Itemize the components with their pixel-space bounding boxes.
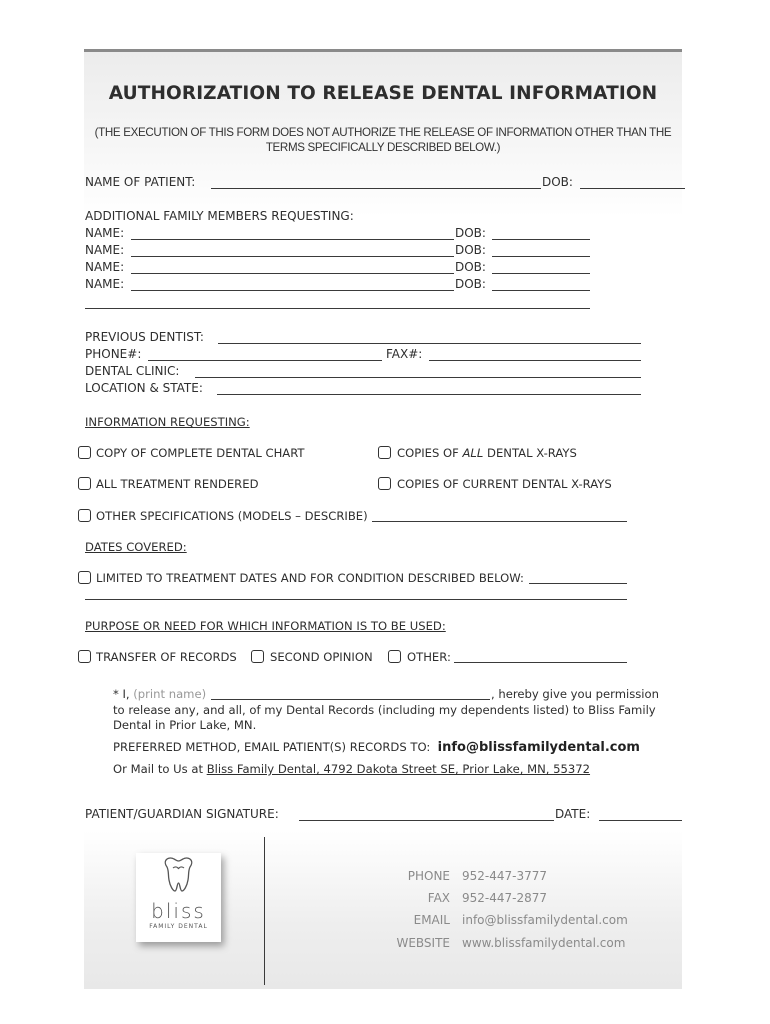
current-xrays-checkbox[interactable] (378, 477, 391, 490)
limited-dates-checkbox[interactable] (78, 571, 91, 584)
family-heading: ADDITIONAL FAMILY MEMBERS REQUESTING: (85, 209, 354, 223)
other-purpose-label: OTHER: (407, 650, 451, 664)
all-xrays-label (397, 446, 577, 460)
family-name-label-2: NAME: (85, 243, 125, 257)
dental-clinic-label: DENTAL CLINIC: (85, 364, 180, 378)
footer-email-label: EMAIL (413, 913, 450, 927)
all-treatment-label: ALL TREATMENT RENDERED (96, 477, 259, 491)
transfer-records-checkbox[interactable] (78, 650, 91, 663)
mail-prefix: Or Mail to Us at (113, 762, 207, 776)
signature-field[interactable] (299, 820, 554, 821)
fax-label: FAX#: (386, 347, 423, 361)
patient-dob-field[interactable] (580, 188, 685, 189)
all-xrays-checkbox[interactable] (378, 446, 391, 459)
dental-clinic-field[interactable] (195, 377, 641, 378)
footer-website-label: WEBSITE (396, 936, 450, 950)
family-dob-field-2[interactable] (492, 256, 590, 257)
family-name-field-2[interactable] (131, 256, 454, 257)
permission-line-2: to release any, and all, of my Dental Records (including my dependents listed) to Bliss Family (113, 703, 656, 717)
patient-dob-label: DOB: (542, 175, 573, 189)
preferred-method-label: PREFERRED METHOD, EMAIL PATIENT(S) RECORDS TO: (113, 740, 431, 754)
footer-divider (264, 837, 265, 985)
signature-date-label: DATE: (555, 807, 591, 821)
current-xrays-label: COPIES OF CURRENT DENTAL X-RAYS (397, 477, 612, 491)
condition-description-field[interactable] (85, 599, 627, 600)
family-dob-label-1: DOB: (455, 226, 486, 240)
signature-date-field[interactable] (599, 820, 682, 821)
subtitle-line-2: TERMS SPECIFICALLY DESCRIBED BELOW.) (265, 141, 501, 154)
form-title: AUTHORIZATION TO RELEASE DENTAL INFORMATION (108, 83, 658, 104)
permission-line-1 (113, 687, 206, 701)
second-opinion-label: SECOND OPINION (270, 650, 373, 664)
all-treatment-checkbox[interactable] (78, 477, 91, 490)
mail-address: Bliss Family Dental, 4792 Dakota Street SE, Prior Lake, MN, 55372 (206, 762, 591, 776)
all-xrays-label-pre: COPIES OF (397, 446, 463, 460)
limited-dates-label: LIMITED TO TREATMENT DATES AND FOR CONDITION DESCRIBED BELOW: (96, 571, 524, 585)
other-specs-checkbox[interactable] (78, 509, 91, 522)
mail-to-line (113, 762, 590, 776)
family-dob-label-2: DOB: (455, 243, 486, 257)
transfer-records-label: TRANSFER OF RECORDS (96, 650, 237, 664)
signature-label: PATIENT/GUARDIAN SIGNATURE: (85, 807, 279, 821)
footer-website[interactable]: www.blissfamilydental.com (462, 936, 626, 950)
phone-field[interactable] (148, 360, 382, 361)
print-name-hint: (print name) (133, 687, 207, 701)
preferred-method (113, 740, 640, 755)
limited-dates-field[interactable] (529, 583, 627, 584)
dates-covered-heading: DATES COVERED: (85, 540, 187, 554)
fax-field[interactable] (429, 360, 641, 361)
all-xrays-label-post: DENTAL X-RAYS (483, 446, 577, 460)
footer-phone-label: PHONE (407, 869, 450, 883)
other-specs-label: OTHER SPECIFICATIONS (MODELS – DESCRIBE) (96, 509, 368, 523)
footer-fax-label: FAX (427, 891, 450, 905)
footer-fax: 952-447-2877 (462, 891, 548, 905)
family-dob-field-1[interactable] (492, 239, 590, 240)
family-dob-label-3: DOB: (455, 260, 486, 274)
family-dob-label-4: DOB: (455, 277, 486, 291)
other-purpose-field[interactable] (454, 662, 627, 663)
location-state-field[interactable] (217, 394, 641, 395)
family-name-field-3[interactable] (131, 273, 454, 274)
family-name-label-1: NAME: (85, 226, 125, 240)
family-name-label-4: NAME: (85, 277, 125, 291)
print-name-field[interactable] (211, 699, 490, 700)
phone-label: PHONE#: (85, 347, 142, 361)
family-name-label-3: NAME: (85, 260, 125, 274)
family-name-field-1[interactable] (131, 239, 454, 240)
permission-suffix: , hereby give you permission (491, 687, 659, 701)
all-xrays-label-em: ALL (462, 446, 484, 460)
footer-phone[interactable]: 952-447-3777 (462, 869, 548, 883)
other-purpose-checkbox[interactable] (388, 650, 401, 663)
logo-wordmark: bliss (151, 899, 206, 923)
preferred-email[interactable]: info@blissfamilydental.com (437, 740, 640, 755)
info-requesting-heading: INFORMATION REQUESTING: (85, 415, 250, 429)
previous-dentist-field[interactable] (218, 343, 641, 344)
footer-email[interactable]: info@blissfamilydental.com (462, 913, 628, 927)
second-opinion-checkbox[interactable] (251, 650, 264, 663)
form-subtitle (84, 125, 682, 155)
family-dob-field-4[interactable] (492, 290, 590, 291)
family-dob-field-3[interactable] (492, 273, 590, 274)
family-name-field-4[interactable] (131, 290, 454, 291)
previous-dentist-label: PREVIOUS DENTIST: (85, 330, 204, 344)
copy-chart-label: COPY OF COMPLETE DENTAL CHART (96, 446, 305, 460)
subtitle-line-1: (THE EXECUTION OF THIS FORM DOES NOT AUTHORIZE THE RELEASE OF INFORMATION OTHER THAN THE (94, 126, 672, 139)
permission-line-3: Dental in Prior Lake, MN. (113, 718, 257, 732)
bliss-logo (136, 853, 221, 942)
family-extra-line[interactable] (85, 308, 590, 309)
logo-subtitle: FAMILY DENTAL (149, 923, 208, 930)
other-specs-field[interactable] (372, 521, 627, 522)
patient-name-field[interactable] (211, 188, 541, 189)
authorization-form (84, 49, 682, 989)
location-state-label: LOCATION & STATE: (85, 381, 203, 395)
copy-chart-checkbox[interactable] (78, 446, 91, 459)
patient-name-label: NAME OF PATIENT: (85, 175, 196, 189)
purpose-heading: PURPOSE OR NEED FOR WHICH INFORMATION IS TO BE USED: (85, 619, 446, 633)
permission-prefix: * I, (113, 687, 134, 701)
tooth-icon (136, 853, 221, 898)
